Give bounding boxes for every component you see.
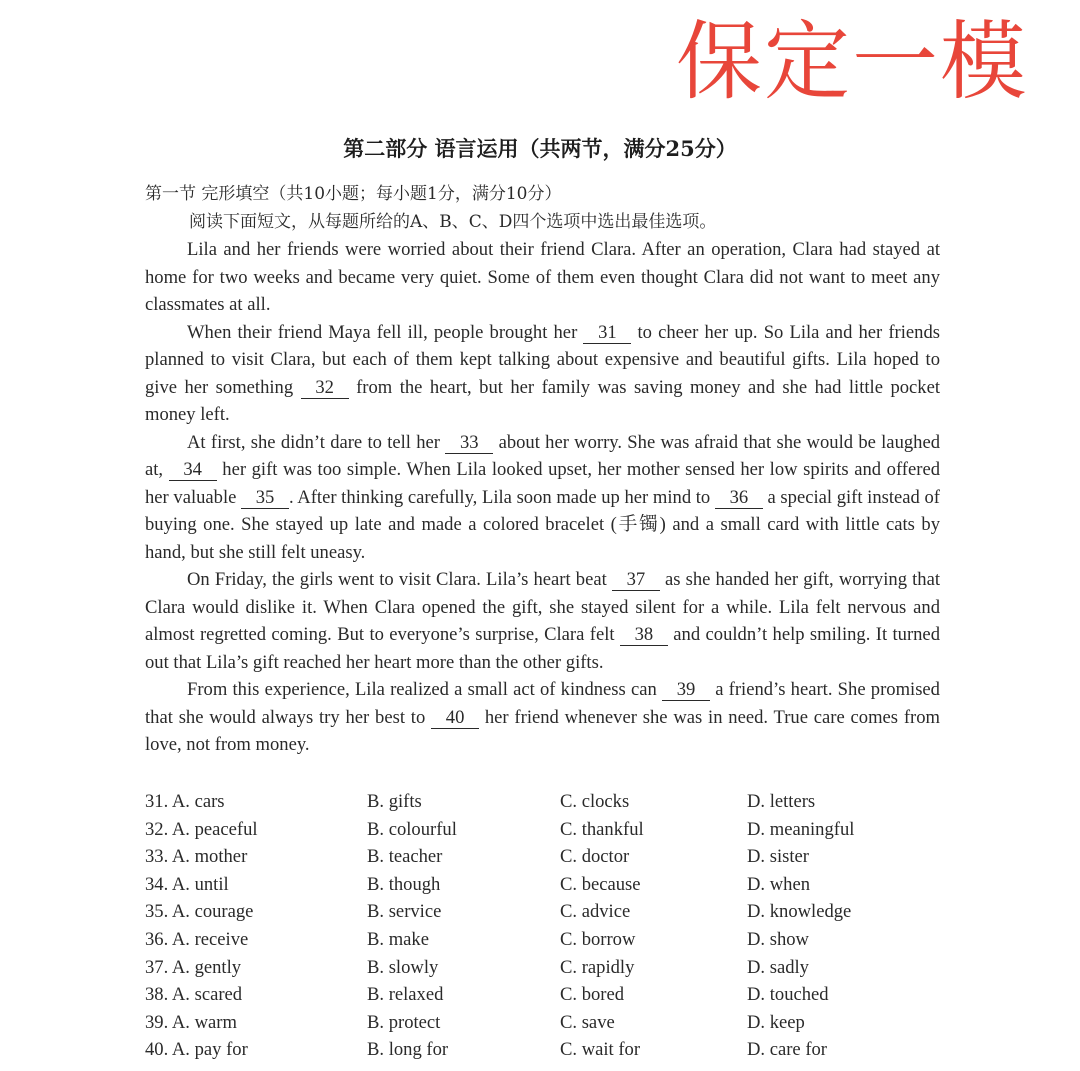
option-c: C. wait for xyxy=(560,1039,641,1061)
passage-paragraph xyxy=(145,236,940,319)
passage-text: her gift was too simple. When Lila looked upset, her mother sensed her low spirits and offered her valuable xyxy=(145,459,940,508)
option-a: 40. A. pay for xyxy=(145,1039,248,1061)
option-d: D. touched xyxy=(747,984,829,1006)
blank-number: 37 xyxy=(612,570,660,591)
option-b: B. make xyxy=(367,928,429,950)
blank-number: 31 xyxy=(583,323,631,344)
option-c: C. advice xyxy=(560,901,631,923)
option-c: C. thankful xyxy=(560,818,644,840)
answer-options xyxy=(145,788,945,1064)
option-c: C. save xyxy=(560,1011,615,1033)
option-row xyxy=(145,788,945,816)
option-a: 37. A. gently xyxy=(145,956,242,978)
blank-number: 35 xyxy=(241,488,289,509)
option-d: D. when xyxy=(747,873,810,895)
passage-text: From this experience, Lila realized a small act of kindness can xyxy=(187,679,662,700)
option-d: D. care for xyxy=(747,1039,828,1061)
option-c: C. clocks xyxy=(560,791,630,812)
blank-number: 33 xyxy=(445,433,493,454)
sub-heading: 第一节 完形填空（共10小题；每小题1分，满分10分） xyxy=(145,184,562,204)
blank-number: 36 xyxy=(715,488,763,509)
option-a: 36. A. receive xyxy=(145,928,249,950)
option-b: B. teacher xyxy=(367,846,443,868)
watermark-title: 保定一模 xyxy=(676,12,1028,112)
option-b: B. slowly xyxy=(367,956,439,978)
blank-number: 34 xyxy=(169,460,217,481)
passage-text: At first, she didn’t dare to tell her xyxy=(187,431,446,453)
option-d: D. meaningful xyxy=(747,818,855,840)
option-a: 32. A. peaceful xyxy=(145,818,258,840)
option-d: D. letters xyxy=(747,791,816,812)
passage-text: On Friday, the girls went to visit Clara. Lila’s heart beat xyxy=(187,569,612,590)
option-row xyxy=(145,898,945,926)
passage-text: a special gift instead of buying one. She stayed up late and made a colored bracelet (手镯) and a small card with little cats by hand, but she still felt uneasy. xyxy=(145,486,940,563)
option-b: B. colourful xyxy=(367,818,457,840)
passage-text: about her worry. She was afraid that she would be laughed at, xyxy=(145,431,941,480)
passage-paragraph xyxy=(145,566,940,676)
option-a: 39. A. warm xyxy=(145,1011,237,1033)
option-b: B. service xyxy=(367,901,442,923)
option-a: 38. A. scared xyxy=(145,984,243,1006)
option-row xyxy=(145,816,945,844)
option-a: 34. A. until xyxy=(145,873,229,895)
option-a: 31. A. cars xyxy=(145,791,225,812)
option-b: B. protect xyxy=(367,1011,441,1033)
option-row xyxy=(145,1036,945,1064)
passage-text: and couldn’t help smiling. It turned out that Lila’s gift reached her heart more than the other gifts. xyxy=(145,624,940,673)
blank-number: 40 xyxy=(431,708,479,729)
document-body xyxy=(145,180,940,759)
option-d: D. sister xyxy=(747,846,809,868)
option-c: C. because xyxy=(560,873,641,895)
option-row xyxy=(145,926,945,954)
option-row xyxy=(145,1009,945,1037)
option-d: D. knowledge xyxy=(747,901,852,923)
option-d: D. sadly xyxy=(747,956,809,978)
option-d: D. show xyxy=(747,928,809,950)
passage-paragraph xyxy=(145,319,940,429)
cut-off-next-line xyxy=(145,1063,940,1071)
instruction-text: 阅读下面短文，从每题所给的A、B、C、D四个选项中选出最佳选项。 xyxy=(189,212,717,232)
option-b: B. though xyxy=(367,873,441,895)
passage-paragraph xyxy=(145,676,940,759)
option-c: C. bored xyxy=(560,984,625,1006)
option-b: B. gifts xyxy=(367,791,422,812)
passage-text: When their friend Maya fell ill, people brought her xyxy=(187,321,584,343)
passage-text: a friend’s heart. She promised that she would always try her best to xyxy=(145,679,940,728)
passage-text: her friend whenever she was in need. True care comes from love, not from money. xyxy=(145,706,940,755)
option-row xyxy=(145,954,945,982)
passage-text: Lila and her friends were worried about their friend Clara. After an operation, Clara had stayed at home for two weeks and became very quiet. Some of them even thought Clara did not want to meet any classmates at all. xyxy=(145,239,940,315)
passage-text: as she handed her gift, worrying that Clara would dislike it. When Clara opened the gift, she stayed silent for a while. Lila felt nervous and almost regretted coming. But to everyone’s surprise, Clara felt xyxy=(145,569,940,645)
cloze-passage xyxy=(145,236,940,759)
passage-text: from the heart, but her family was saving money and she had little pocket money left. xyxy=(145,376,941,425)
passage-text: . After thinking carefully, Lila soon made up her mind to xyxy=(289,486,715,508)
option-row xyxy=(145,981,945,1009)
option-c: C. doctor xyxy=(560,846,630,868)
option-b: B. long for xyxy=(367,1039,449,1061)
blank-number: 39 xyxy=(662,680,710,701)
passage-paragraph xyxy=(145,429,940,567)
option-b: B. relaxed xyxy=(367,984,444,1006)
option-row xyxy=(145,871,945,899)
option-c: C. rapidly xyxy=(560,956,635,978)
option-row xyxy=(145,843,945,871)
blank-number: 32 xyxy=(301,378,349,399)
option-a: 33. A. mother xyxy=(145,846,248,868)
passage-text: to cheer her up. So Lila and her friends planned to visit Clara, but each of them kept talking about expensive and beautiful gifts. Lila hoped to give her something xyxy=(145,321,940,398)
section-title: 第二部分 语言运用（共两节，满分25分） xyxy=(343,136,737,161)
blank-number: 38 xyxy=(620,625,668,646)
option-d: D. keep xyxy=(747,1011,805,1033)
option-c: C. borrow xyxy=(560,928,636,950)
option-a: 35. A. courage xyxy=(145,901,254,923)
